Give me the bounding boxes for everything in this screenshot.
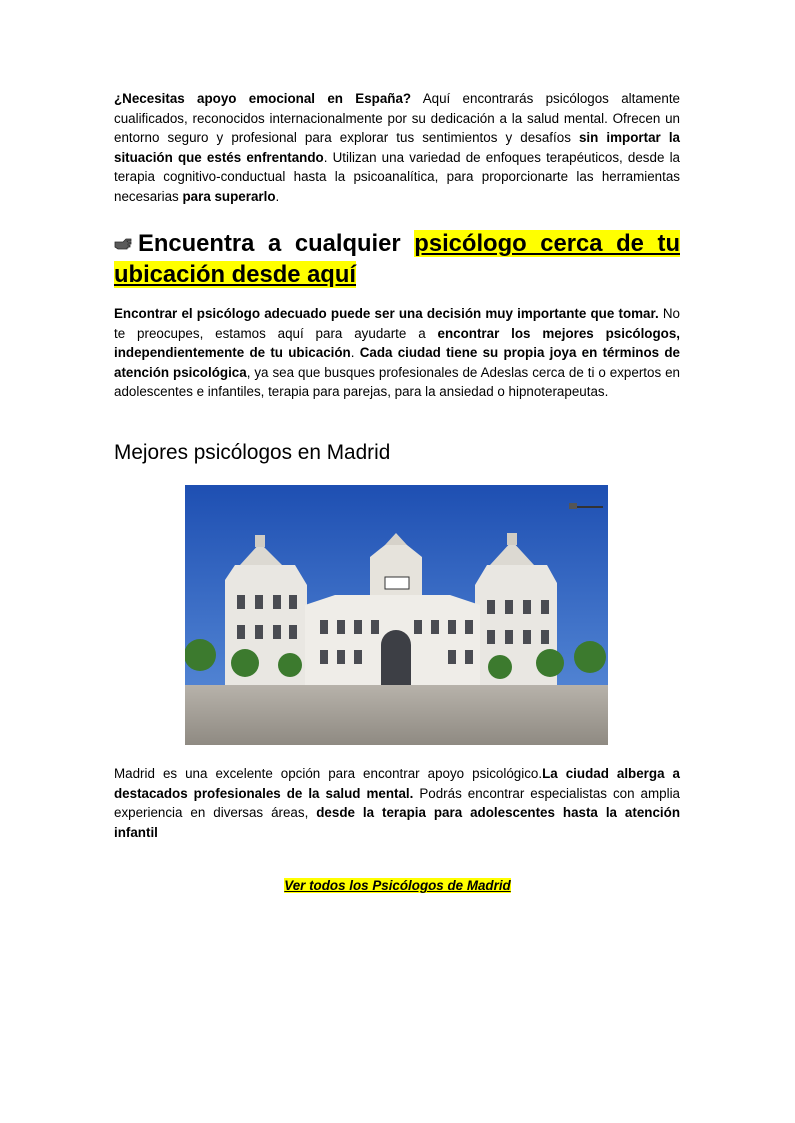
madrid-title: Mejores psicólogos en Madrid (114, 441, 391, 464)
cta-container (0, 876, 795, 895)
finder-paragraph (114, 304, 680, 402)
intro-text-3: . (275, 188, 280, 204)
finder-text-2: . (350, 345, 360, 361)
heading-link[interactable]: psicólogo cerca de tu ubicación desde aquí (114, 230, 680, 288)
intro-bold-situation: sin importar la situación que estés enfrentando (114, 130, 680, 165)
finder-text-3: , ya sea que busques profesionales de Adeslas cerca de ti o expertos en adolescentes e infantiles, terapia para parejas, para la ansiedad o hipnoterapeutas. (114, 364, 680, 400)
madrid-paragraph (114, 764, 680, 842)
pointing-hand-icon (114, 236, 132, 250)
intro-bold-question: ¿Necesitas apoyo emocional en España? (114, 91, 412, 106)
heading-text: Encuentra a cualquier (138, 230, 415, 257)
view-all-madrid-link[interactable]: Ver todos los Psicólogos de Madrid (284, 878, 511, 893)
section-heading (114, 228, 680, 290)
madrid-palace-photo (185, 485, 608, 745)
intro-paragraph (114, 89, 680, 207)
madrid-bold-2: desde la terapia para adolescentes hasta la atención infantil (114, 805, 680, 840)
finder-text-1: No te preocupes, estamos aquí para ayudarte a (114, 306, 680, 341)
finder-bold-3: Cada ciudad tiene su propia joya en términos de atención psicológica (114, 345, 680, 380)
intro-text-1: Aquí encontrarás psicólogos altamente cualificados, reconocidos internacionalmente por su dedicación a la salud mental. Ofrecen un entorno seguro y profesional para explorar tus sentimientos y desafíos (114, 91, 680, 146)
madrid-bold-1: La ciudad alberga a destacados profesionales de la salud mental. (114, 766, 680, 801)
finder-bold-2: encontrar los mejores psicólogos, independientemente de tu ubicación (114, 325, 681, 361)
intro-bold-superarlo: para superarlo (182, 188, 276, 204)
madrid-text-2: Podrás encontrar especialistas con amplia experiencia en diversas áreas, (114, 785, 680, 821)
intro-text-2: . Utilizan una variedad de enfoques terapéuticos, desde la terapia cognitivo-conductual hasta la psicoanalítica, para proporcionarte las herramientas necesarias (114, 149, 680, 204)
finder-bold-1: Encontrar el psicólogo adecuado puede ser una decisión muy importante que tomar. (114, 306, 659, 321)
madrid-text-1: Madrid es una excelente opción para encontrar apoyo psicológico. (114, 766, 543, 781)
